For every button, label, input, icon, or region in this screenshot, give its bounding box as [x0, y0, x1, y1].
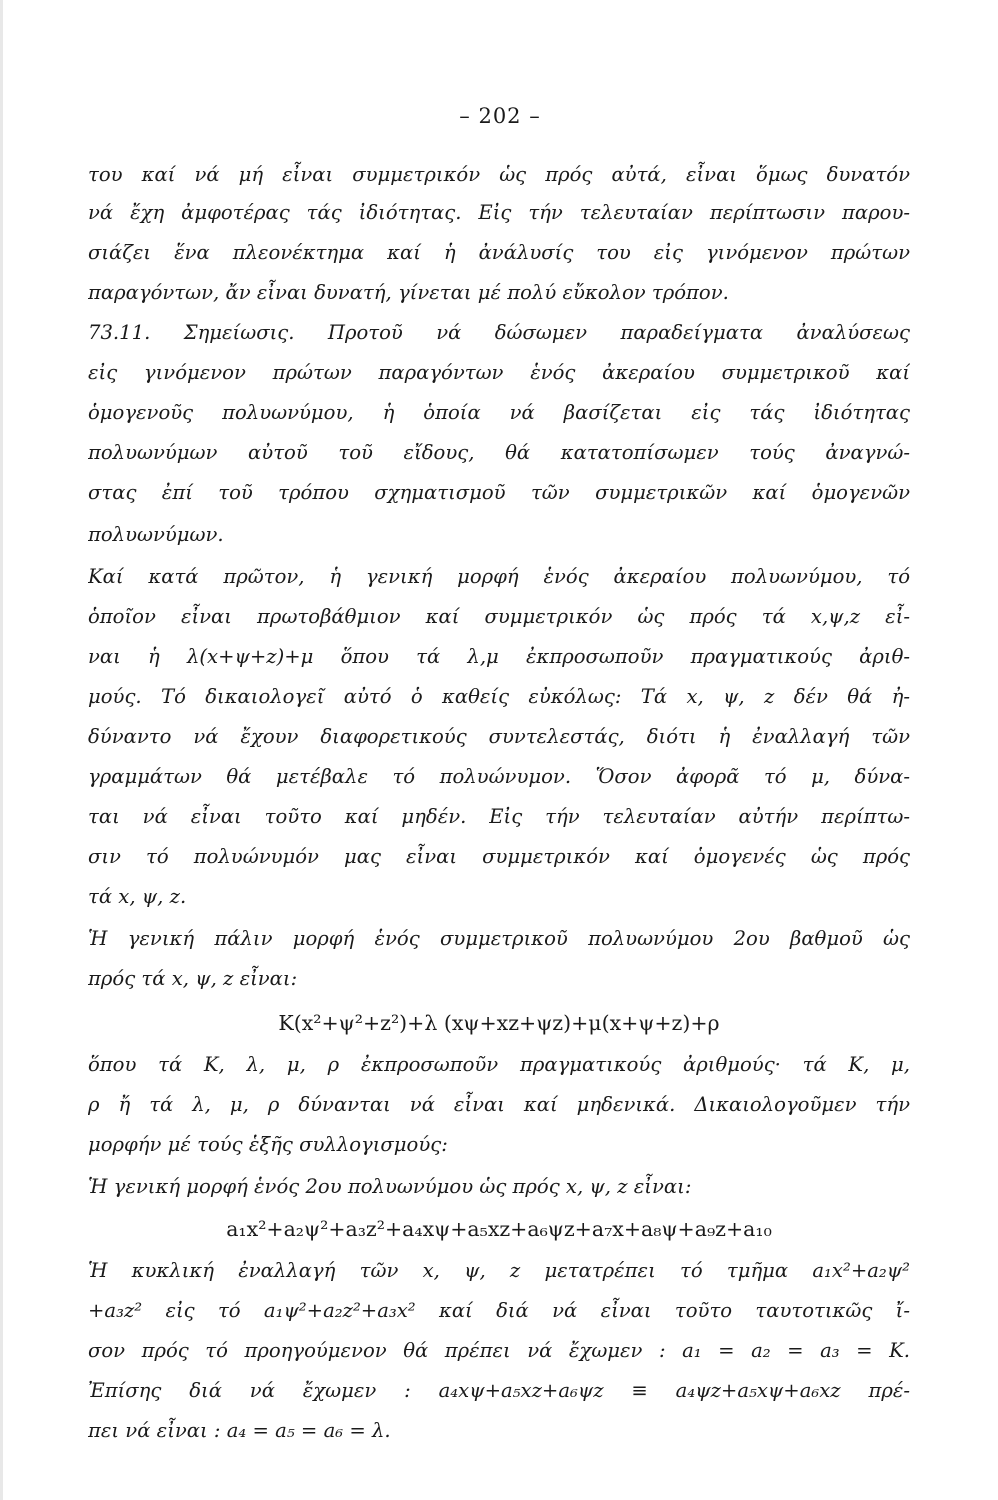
text-line: πολυωνύμων.	[88, 523, 224, 546]
text-line: Καί κατά πρῶτον, ἡ γενική μορφή ἑνός ἀκεραίου πολυωνύμου, τό	[88, 565, 910, 588]
text-line: σιάζει ἕνα πλεονέκτημα καί ἡ ἀνάλυσίς του εἰς γινόμενον πρώτων	[88, 241, 910, 264]
text-line: γραμμάτων θά μετέβαλε τό πολυώνυμον. Ὅσον ἀφορᾶ τό μ, δύνα-	[88, 765, 910, 788]
formula-line: K(x²+ψ²+z²)+λ (xψ+xz+ψz)+μ(x+ψ+z)+ρ	[278, 1011, 720, 1035]
text-line: ναι ἡ λ(x+ψ+z)+μ ὅπου τά λ,μ ἐκπροσωποῦν πραγματικούς ἀριθ-	[88, 645, 910, 668]
text-line: ὁμογενοῦς πολυωνύμου, ἡ ὁποία νά βασίζεται εἰς τάς ἰδιότητας	[88, 401, 910, 424]
text-line: τά x, ψ, z.	[88, 885, 187, 908]
text-line: ὁποῖον εἶναι πρωτοβάθμιον καί συμμετρικόν ὡς πρός τά x,ψ,z εἶ-	[88, 605, 910, 628]
text-line: Ἡ κυκλική ἐναλλαγή τῶν x, ψ, z μετατρέπει τό τμῆμα a₁x²+a₂ψ²	[88, 1259, 910, 1282]
formula-line: a₁x²+a₂ψ²+a₃z²+a₄xψ+a₅xz+a₆ψz+a₇x+a₈ψ+a₉z+a₁₀	[226, 1217, 772, 1241]
page-edge	[0, 0, 3, 1500]
text-line: ρ ἤ τά λ, μ, ρ δύνανται νά εἶναι καί μηδενικά. Δικαιολογοῦμεν τήν	[88, 1093, 910, 1116]
text-line: πει νά εἶναι : a₄ = a₅ = a₆ = λ.	[88, 1419, 391, 1442]
text-line: μορφήν μέ τούς ἑξῆς συλλογισμούς:	[88, 1133, 448, 1156]
text-line: ὅπου τά K, λ, μ, ρ ἐκπροσωποῦν πραγματικούς ἀριθμούς· τά K, μ,	[88, 1053, 910, 1076]
text-line: Ἐπίσης διά νά ἔχωμεν : a₄xψ+a₅xz+a₆ψz ≡ a₄ψz+a₅xψ+a₆xz πρέ-	[88, 1379, 910, 1402]
text-line: ται νά εἶναι τοῦτο καί μηδέν. Εἰς τήν τελευταίαν αὐτήν περίπτω-	[88, 805, 910, 828]
text-line: Ἡ γενική μορφή ἑνός 2ου πολυωνύμου ὡς πρός x, ψ, z εἶναι:	[88, 1175, 692, 1198]
text-line: σον πρός τό προηγούμενον θά πρέπει νά ἔχωμεν : a₁ = a₂ = a₃ = K.	[88, 1339, 910, 1362]
text-line: Ἡ γενική πάλιν μορφή ἑνός συμμετρικοῦ πολυωνύμου 2ου βαθμοῦ ὡς	[88, 927, 910, 950]
text-line: πρός τά x, ψ, z εἶναι:	[88, 967, 298, 990]
text-line: +a₃z² εἰς τό a₁ψ²+a₂z²+a₃x² καί διά νά εἶναι τοῦτο ταυτοτικῶς ἴ-	[88, 1299, 910, 1322]
text-line: σιν τό πολυώνυμόν μας εἶναι συμμετρικόν καί ὁμογενές ὡς πρός	[88, 845, 910, 868]
text-line: του καί νά μή εἶναι συμμετρικόν ὡς πρός αὐτά, εἶναι ὅμως δυνατόν	[88, 163, 910, 186]
text-line: μούς. Τό δικαιολογεῖ αὐτό ὁ καθείς εὐκόλως: Τά x, ψ, z δέν θά ἠ-	[88, 685, 910, 708]
page-number: – 202 –	[459, 104, 541, 128]
text-line: πολυωνύμων αὐτοῦ τοῦ εἴδους, θά κατατοπίσωμεν τούς ἀναγνώ-	[88, 441, 910, 464]
text-line: νά ἔχη ἀμφοτέρας τάς ἰδιότητας. Εἰς τήν τελευταίαν περίπτωσιν παρου-	[88, 201, 910, 224]
section-heading-line: 73.11. Σημείωσις. Προτοῦ νά δώσωμεν παραδείγματα ἀναλύσεως	[88, 321, 910, 344]
text-line: στας ἐπί τοῦ τρόπου σχηματισμοῦ τῶν συμμετρικῶν καί ὁμογενῶν	[88, 481, 910, 504]
text-line: παραγόντων, ἄν εἶναι δυνατή, γίνεται μέ πολύ εὔκολον τρόπον.	[88, 281, 729, 304]
text-line: εἰς γινόμενον πρώτων παραγόντων ἑνός ἀκεραίου συμμετρικοῦ καί	[88, 361, 910, 384]
text-line: δύναντο νά ἔχουν διαφορετικούς συντελεστάς, διότι ἡ ἐναλλαγή τῶν	[88, 725, 910, 748]
